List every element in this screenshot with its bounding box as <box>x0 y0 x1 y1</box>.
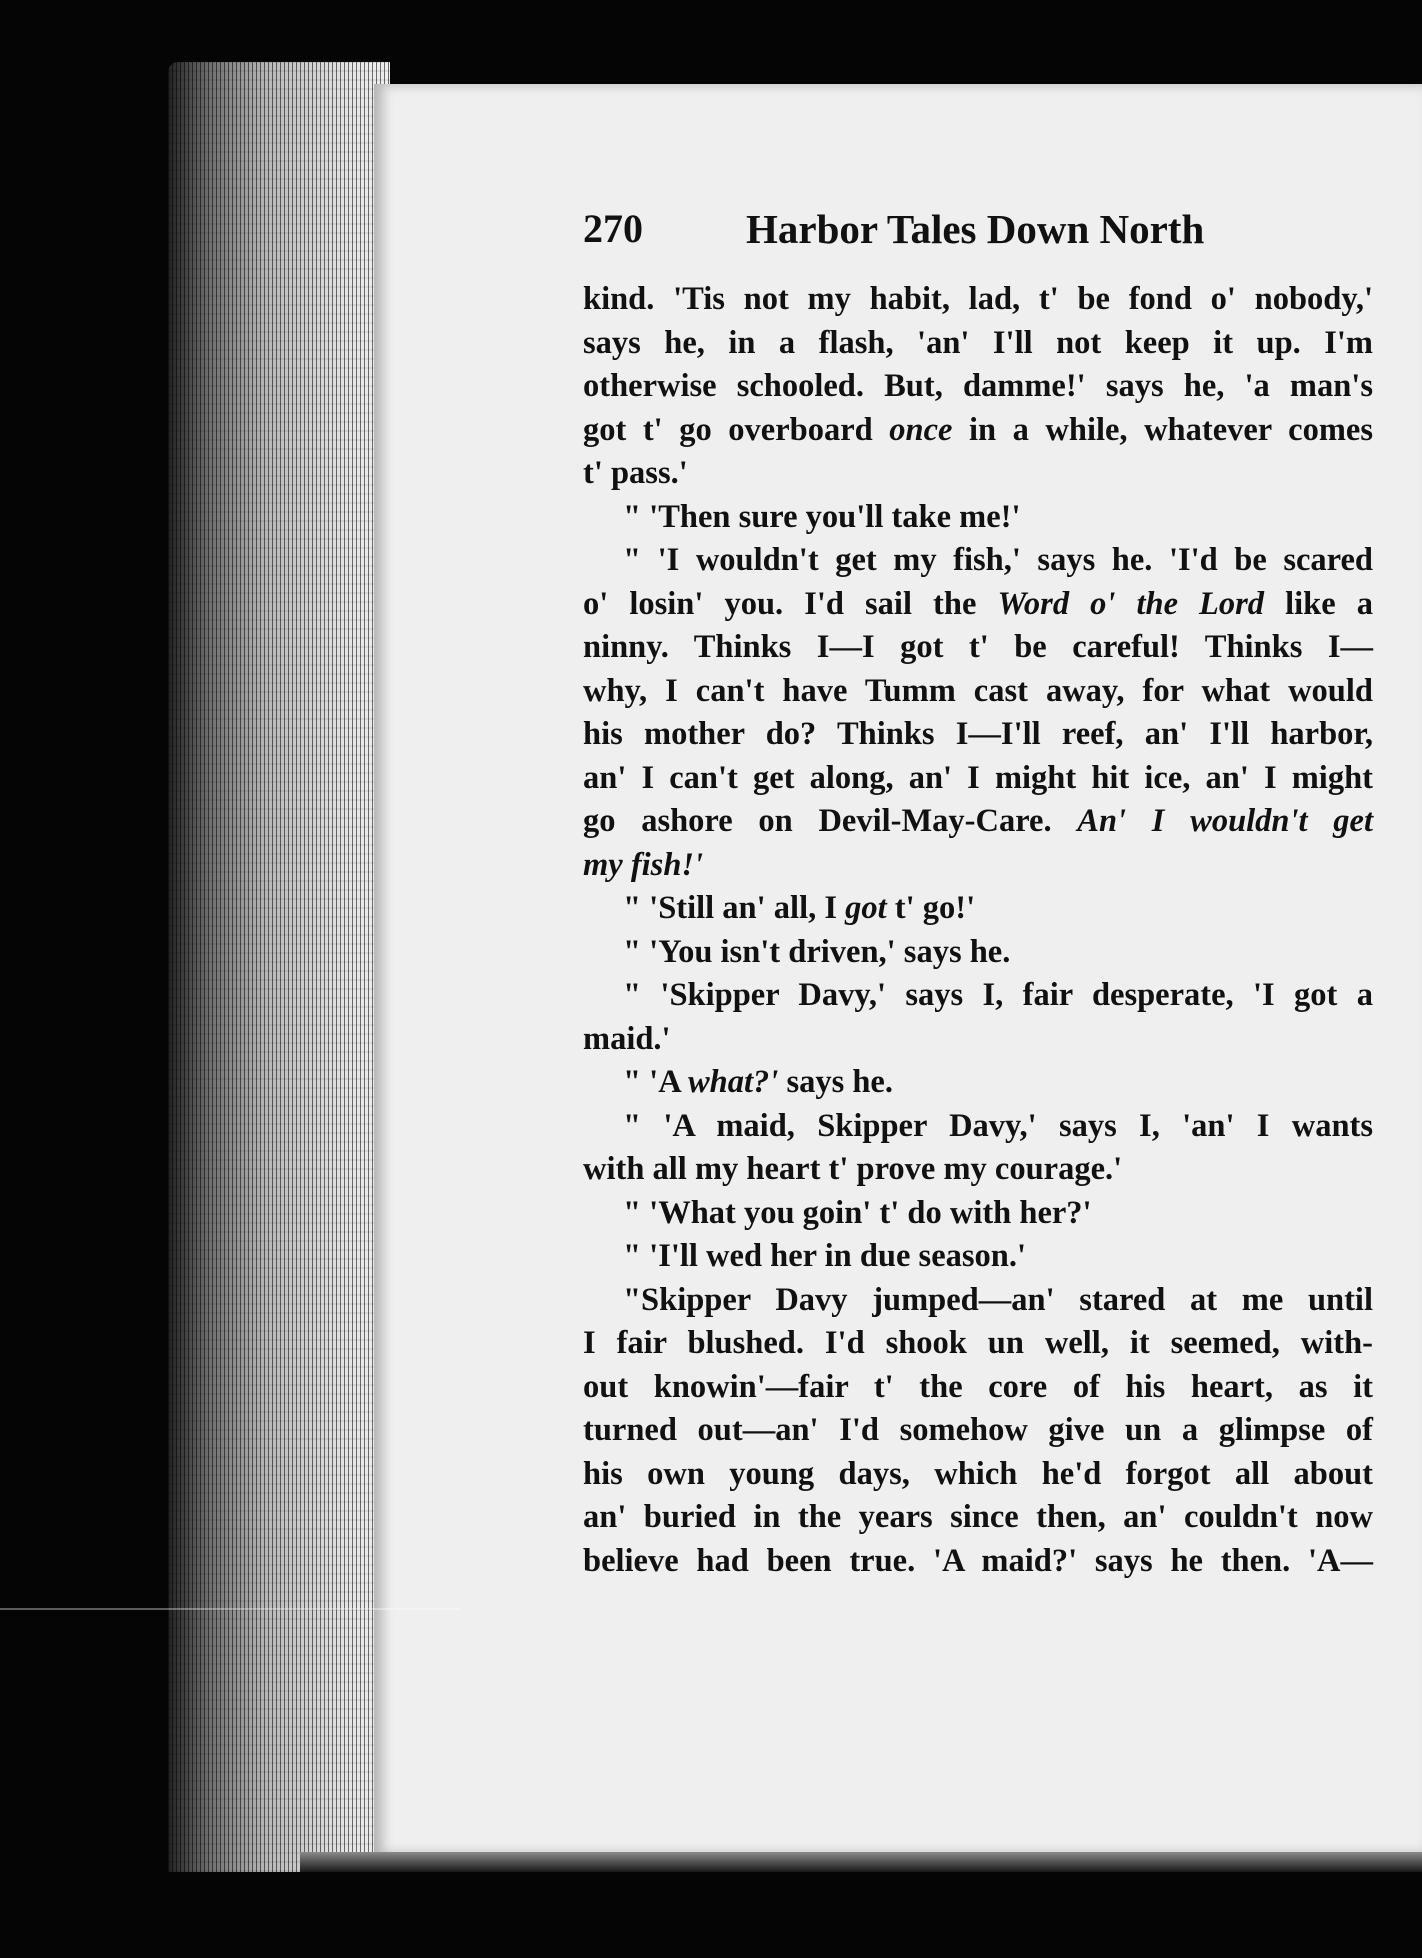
line-text: in a while, whatever comes <box>952 411 1373 448</box>
text-line <box>583 844 1373 888</box>
page-header <box>583 205 1373 265</box>
line-text: " 'A maid, Skipper Davy,' says I, 'an' I wants <box>623 1107 1373 1144</box>
text-line <box>583 1496 1373 1540</box>
text-line <box>583 757 1373 801</box>
line-text: " 'I'll wed her in due season.' <box>623 1238 1026 1274</box>
text-line <box>583 887 1373 931</box>
body-text <box>583 278 1373 1583</box>
line-text: " 'What you goin' t' do with her?' <box>623 1194 1092 1231</box>
line-text: I fair blushed. I'd shook un well, it seemed, with- <box>583 1325 1373 1361</box>
text-line <box>583 322 1373 366</box>
line-text: t' go!' <box>886 890 976 926</box>
text-line <box>583 1540 1373 1584</box>
text-line <box>583 583 1373 627</box>
line-text: an' I can't get along, an' I might hit ice, an' I might <box>583 759 1373 796</box>
line-text: like a <box>1264 585 1373 622</box>
line-text: says he, in a flash, 'an' I'll not keep it up. I'm <box>583 324 1373 361</box>
italic-text: what?' <box>688 1064 779 1100</box>
line-text: otherwise schooled. But, damme!' says he, 'a man's <box>583 368 1373 404</box>
line-text: believe had been true. 'A maid?' says he then. 'A— <box>583 1542 1373 1579</box>
text-line <box>583 278 1373 322</box>
text-line <box>583 626 1373 670</box>
text-line <box>583 1192 1373 1236</box>
text-line <box>583 1366 1373 1410</box>
text-line <box>583 1279 1373 1323</box>
text-line <box>583 1235 1373 1279</box>
text-line <box>583 670 1373 714</box>
line-text: " 'Still an' all, I <box>623 890 846 926</box>
line-text: t' pass.' <box>583 455 688 491</box>
line-text: " 'Skipper Davy,' says I, fair desperate, 'I got a <box>623 977 1373 1013</box>
text-line <box>583 1409 1373 1453</box>
text-line <box>583 409 1373 453</box>
line-text: says he. <box>778 1064 893 1100</box>
page-number: 270 <box>583 206 643 251</box>
book-page-edges <box>168 62 390 1872</box>
text-line <box>583 539 1373 583</box>
italic-text: Word o' the Lord <box>997 585 1265 622</box>
text-line <box>583 1061 1373 1105</box>
scan-artifact-line <box>0 1608 460 1610</box>
text-line <box>583 365 1373 409</box>
line-text: o' losin' you. I'd sail the <box>583 585 998 622</box>
text-line <box>583 1148 1373 1192</box>
text-line <box>583 452 1373 496</box>
text-line <box>583 1105 1373 1149</box>
line-text: " 'You isn't driven,' says he. <box>623 933 1011 970</box>
text-line <box>583 1018 1373 1062</box>
line-text: with all my heart t' prove my courage.' <box>583 1151 1123 1187</box>
text-line <box>583 713 1373 757</box>
line-text: out knowin'—fair t' the core of his heart, as it <box>583 1368 1373 1405</box>
line-text: got t' go overboard <box>583 411 890 448</box>
text-line <box>583 1322 1373 1366</box>
line-text: " 'A <box>623 1064 688 1100</box>
line-text: " 'Then sure you'll take me!' <box>623 498 1021 535</box>
line-text: "Skipper Davy jumped—an' stared at me until <box>623 1281 1373 1318</box>
line-text: an' buried in the years since then, an' couldn't now <box>583 1499 1373 1535</box>
line-text: " 'I wouldn't get my fish,' says he. 'I'd be scared <box>623 542 1373 578</box>
italic-text: An' I wouldn't get <box>1077 803 1373 839</box>
line-text: his mother do? Thinks I—I'll reef, an' I'll harbor, <box>583 716 1373 752</box>
line-text: his own young days, which he'd forgot all about <box>583 1455 1373 1492</box>
italic-text: got <box>845 890 887 926</box>
line-text: kind. 'Tis not my habit, lad, t' be fond o' nobody,' <box>583 281 1373 317</box>
text-line <box>583 800 1373 844</box>
text-line <box>583 974 1373 1018</box>
text-line <box>583 931 1373 975</box>
italic-text: once <box>889 411 953 448</box>
line-text: turned out—an' I'd somehow give un a glimpse of <box>583 1412 1373 1448</box>
line-text: maid.' <box>583 1020 671 1057</box>
running-title: Harbor Tales Down North <box>746 206 1205 252</box>
text-line <box>583 496 1373 540</box>
line-text: go ashore on Devil-May-Care. <box>583 803 1078 839</box>
line-text: why, I can't have Tumm cast away, for what would <box>583 672 1373 709</box>
line-text: ninny. Thinks I—I got t' be careful! Thinks I— <box>583 629 1373 665</box>
text-line <box>583 1453 1373 1497</box>
italic-text: my fish!' <box>583 846 704 883</box>
page-bottom-shadow <box>300 1852 1422 1872</box>
